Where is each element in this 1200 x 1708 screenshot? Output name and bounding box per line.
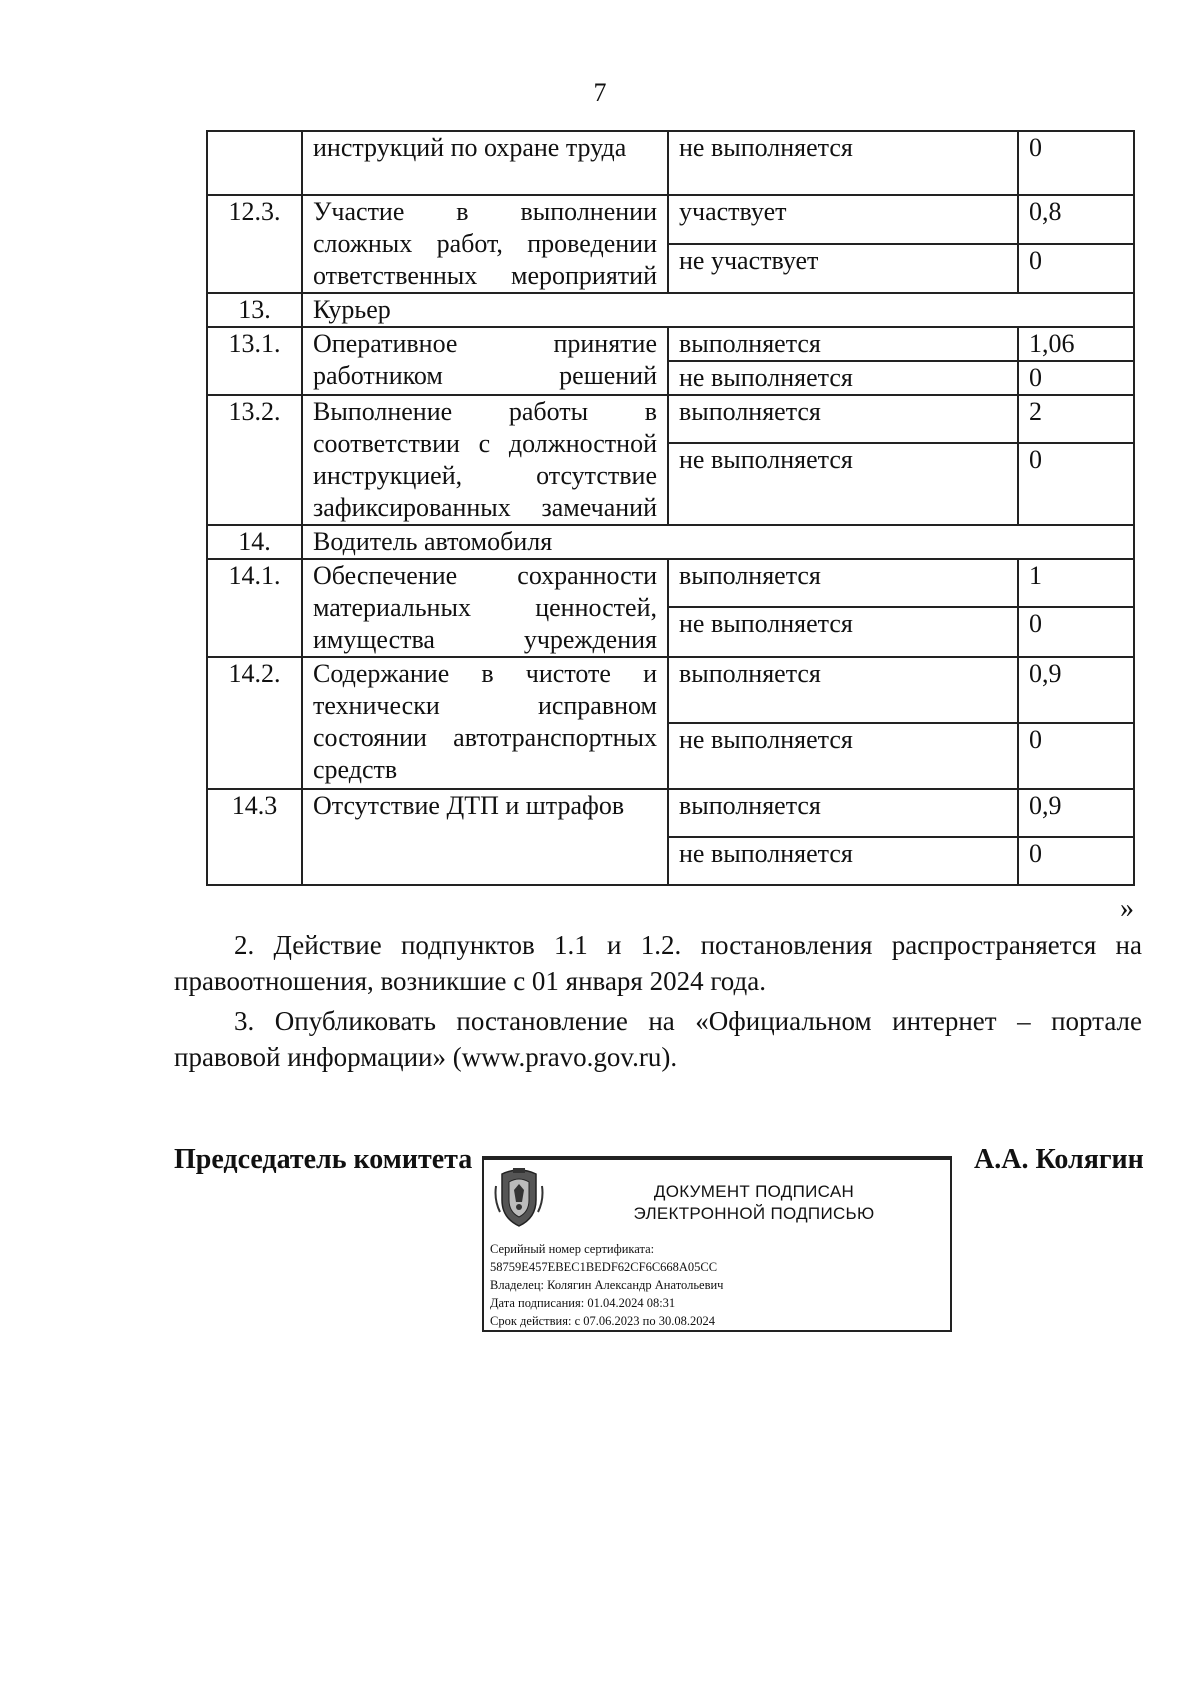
table-row [207,395,1134,443]
row-description: инструкций по охране труда [302,131,668,195]
row-state: выполняется [668,559,1018,607]
section-heading: Курьер [302,293,1134,327]
row-state: не выполняется [668,361,1018,395]
row-value: 1,06 [1018,327,1134,361]
row-value: 0 [1018,443,1134,525]
row-value: 0 [1018,361,1134,395]
row-number: 13.1. [207,327,302,395]
table-row [207,559,1134,607]
row-value: 0 [1018,607,1134,657]
row-number: 14.3 [207,789,302,885]
stamp-cert-number: 58759E457EBEC1BEDF62CF6C668A05CC [490,1260,718,1274]
row-state: выполняется [668,657,1018,723]
row-value: 0 [1018,723,1134,789]
table-row [207,525,1134,559]
row-description: Отсутствие ДТП и штрафов [302,789,668,885]
coat-of-arms-icon [492,1166,546,1230]
row-value: 0,9 [1018,789,1134,837]
stamp-signed-date: Дата подписания: 01.04.2024 08:31 [490,1296,676,1310]
row-state: выполняется [668,395,1018,443]
row-value: 0 [1018,837,1134,885]
table-row [207,131,1134,195]
section-heading: Водитель автомобиля [302,525,1134,559]
row-state: не участвует [668,244,1018,293]
row-state: не выполняется [668,837,1018,885]
row-state: выполняется [668,789,1018,837]
table-row [207,293,1134,327]
paragraph-3: 3. Опубликовать постановление на «Официальном интернет – портале правовой информации» (www.pravo.gov.ru). [174,1006,1142,1072]
row-number [207,131,302,195]
stamp-title-line2: ЭЛЕКТРОННОЙ ПОДПИСЬЮ [633,1204,875,1223]
row-description: Выполнение работы в соответствии с должностной инструкцией, отсутствие зафиксированных замечаний [302,395,668,525]
row-value: 2 [1018,395,1134,443]
row-description: Содержание в чистоте и технически исправном состоянии автотранспортных средств [302,657,668,789]
table-row [207,327,1134,361]
row-state: не выполняется [668,607,1018,657]
e-signature-stamp [482,1156,952,1332]
criteria-table [206,130,1135,886]
stamp-owner: Владелец: Колягин Александр Анатольевич [490,1278,724,1292]
paragraph-2: 2. Действие подпунктов 1.1 и 1.2. постановления распространяется на правоотношения, возникшие с 01 января 2024 года. [174,930,1142,996]
row-state: не выполняется [668,131,1018,195]
row-state: выполняется [668,327,1018,361]
stamp-cert-label: Серийный номер сертификата: [490,1242,655,1256]
stamp-title-line1: ДОКУМЕНТ ПОДПИСАН [653,1182,855,1201]
row-number: 14.1. [207,559,302,657]
row-number: 13.2. [207,395,302,525]
table-row [207,789,1134,837]
row-value: 0,9 [1018,657,1134,723]
row-value: 0,8 [1018,195,1134,244]
signatory-position: Председатель комитета [174,1144,473,1175]
row-state: участвует [668,195,1018,244]
row-number: 12.3. [207,195,302,293]
signatory-name: А.А. Колягин [974,1144,1144,1175]
row-description: Обеспечение сохранности материальных ценностей, имущества учреждения [302,559,668,657]
row-number: 14. [207,525,302,559]
stamp-validity: Срок действия: с 07.06.2023 по 30.08.2024 [490,1314,715,1328]
row-value: 0 [1018,131,1134,195]
row-state: не выполняется [668,443,1018,525]
row-number: 13. [207,293,302,327]
page-number: 7 [593,78,607,107]
row-value: 1 [1018,559,1134,607]
row-number: 14.2. [207,657,302,789]
table-row [207,195,1134,244]
row-value: 0 [1018,244,1134,293]
closing-quote: » [1120,893,1134,924]
table-row [207,657,1134,723]
row-description: Участие в выполнении сложных работ, проведении ответственных мероприятий [302,195,668,293]
row-state: не выполняется [668,723,1018,789]
row-description: Оперативное принятие работником решений [302,327,668,395]
